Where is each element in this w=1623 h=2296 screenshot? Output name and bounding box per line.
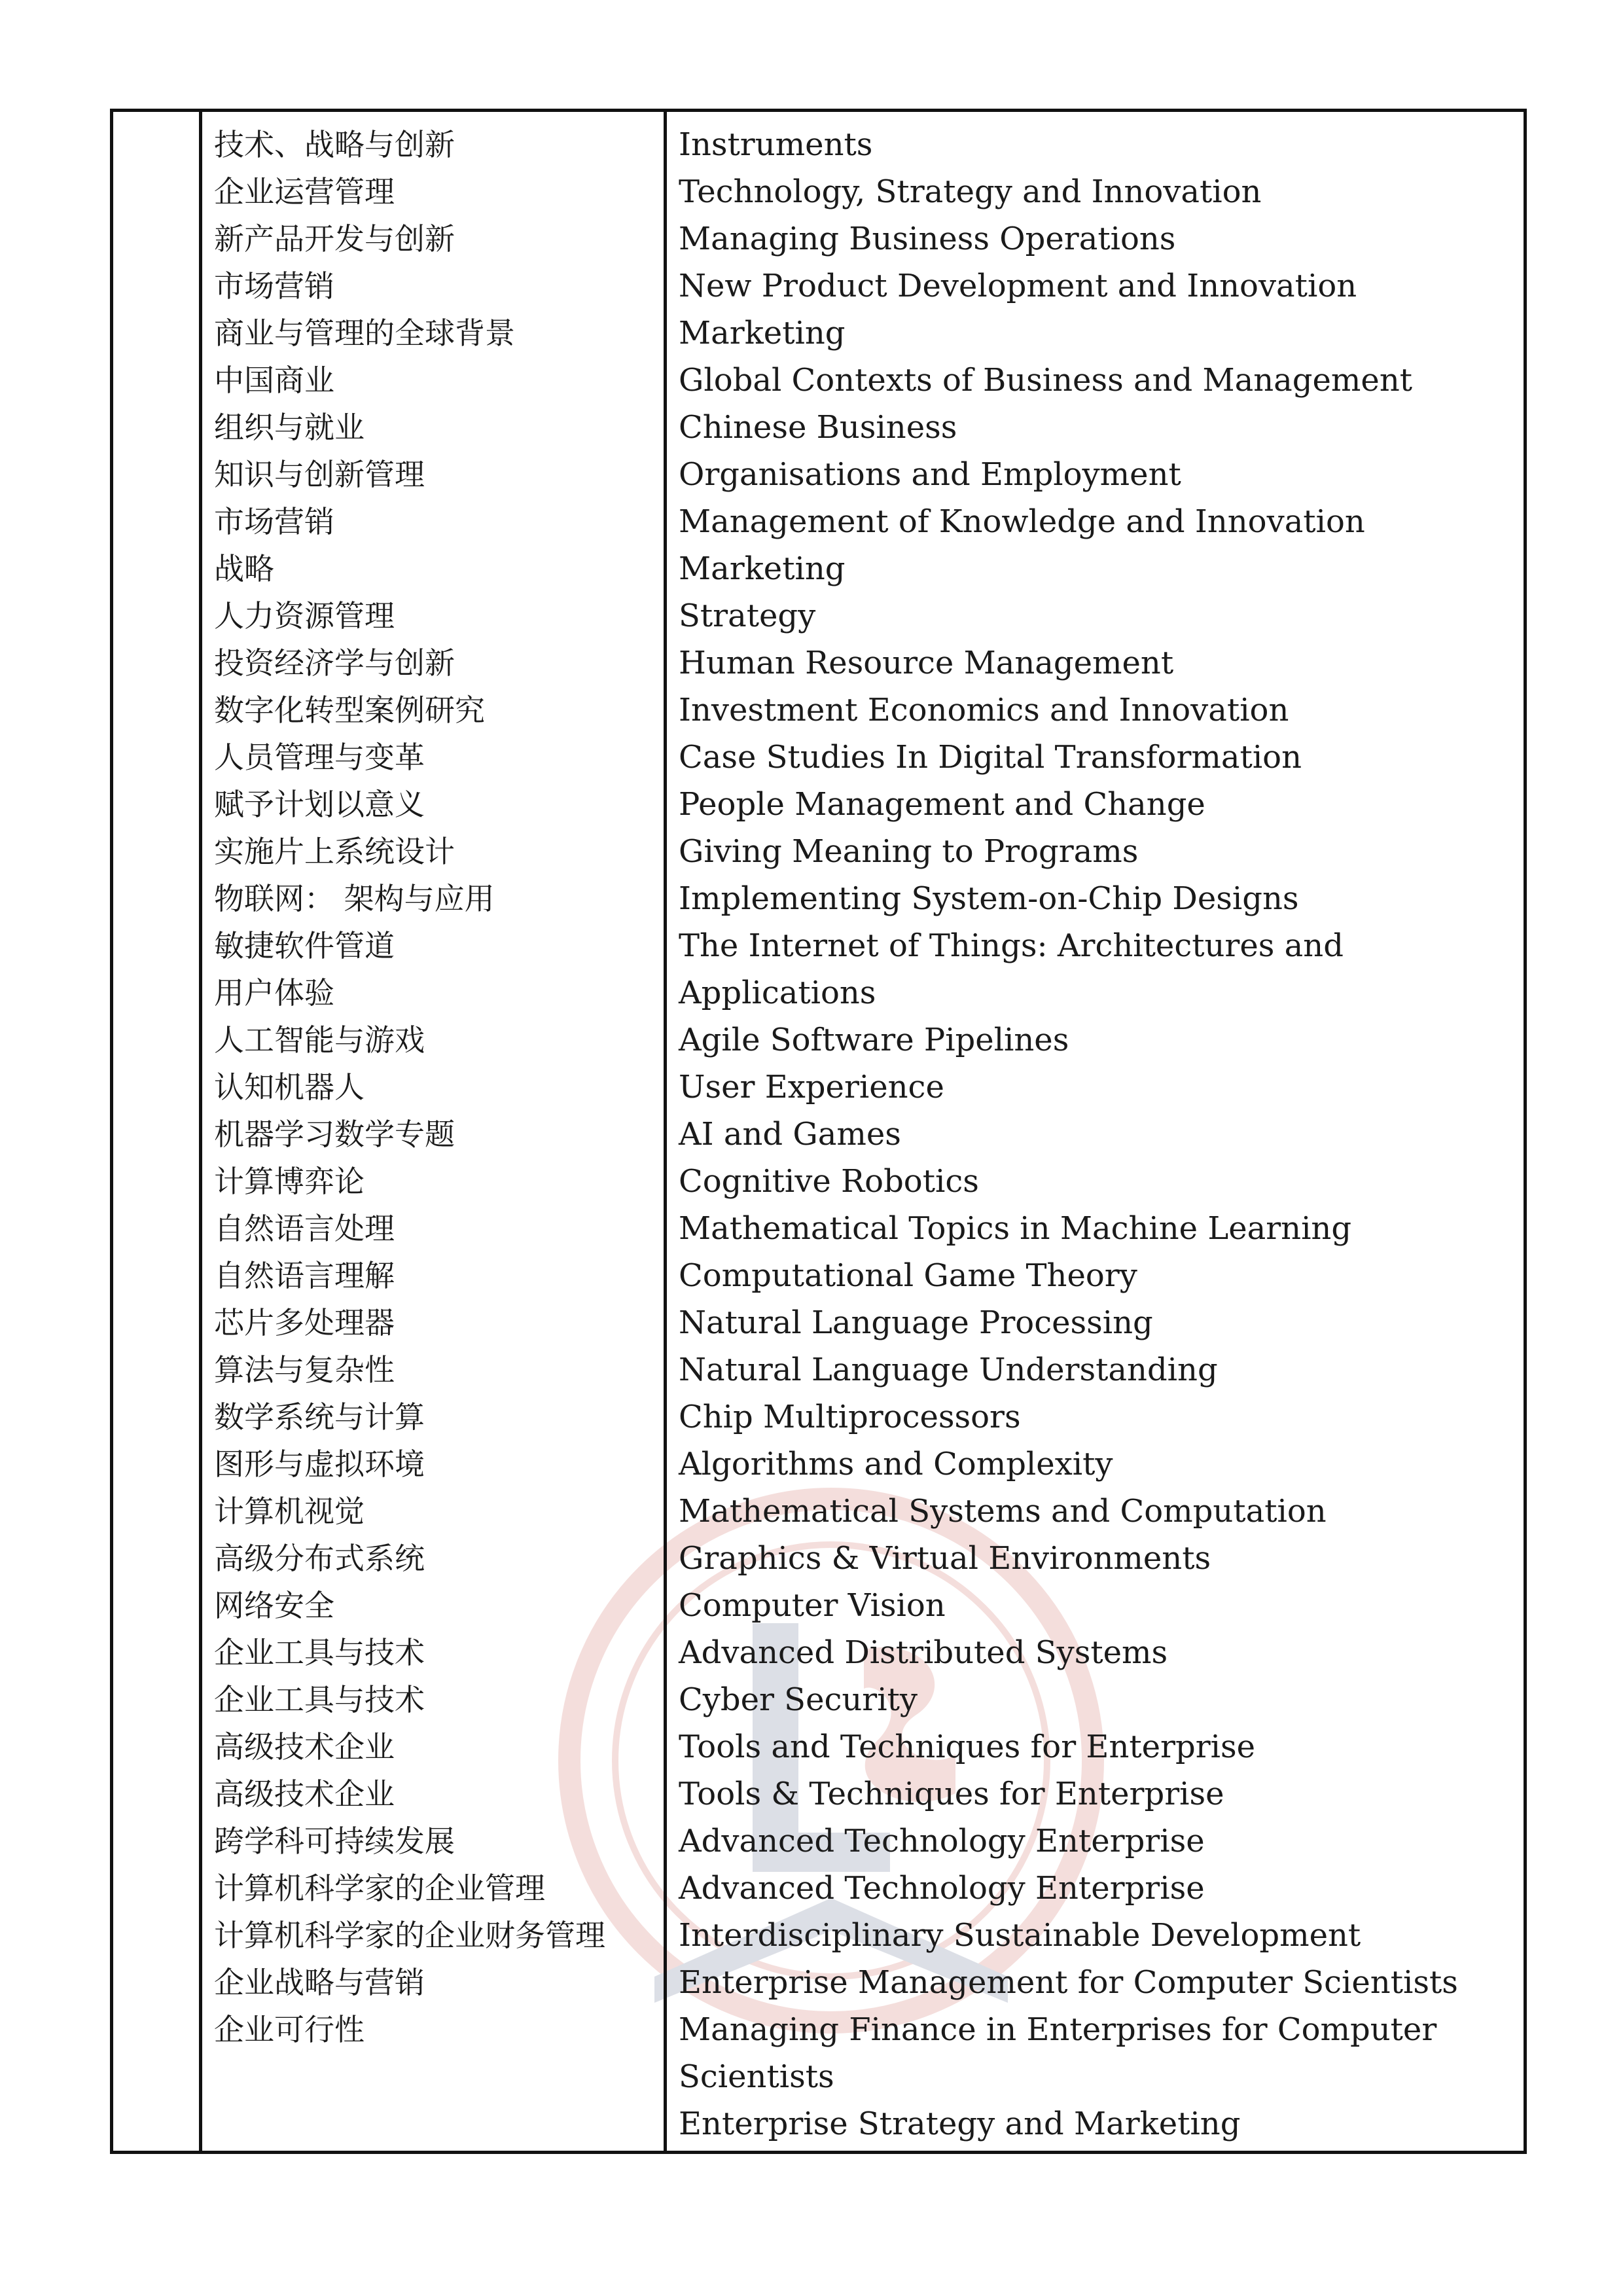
chinese-course-item: 计算博弈论 [214, 1164, 365, 1199]
english-course-item: Investment Economics and Innovation [679, 692, 1289, 728]
english-course-list [667, 112, 1524, 2147]
english-course-item: Natural Language Processing [679, 1304, 1153, 1341]
chinese-course-item: 图形与虚拟环境 [214, 1446, 425, 1482]
chinese-course-item: 市场营销 [214, 268, 334, 304]
chinese-course-list [202, 112, 664, 2053]
chinese-course-item: 数字化转型案例研究 [214, 692, 485, 728]
english-course-item: User Experience [679, 1069, 944, 1105]
chinese-course-item: 赋予计划以意义 [214, 787, 425, 822]
english-course-item: Enterprise Management for Computer Scientists [679, 1964, 1458, 2001]
chinese-course-item: 网络安全 [214, 1588, 334, 1623]
chinese-course-item: 市场营销 [214, 504, 334, 539]
chinese-course-item: 中国商业 [214, 363, 334, 398]
english-course-item: Global Contexts of Business and Management [679, 362, 1413, 399]
chinese-course-item: 技术、战略与创新 [214, 127, 455, 162]
english-course-item: Cyber Security [679, 1681, 918, 1718]
chinese-course-item: 新产品开发与创新 [214, 221, 455, 257]
chinese-course-item: 算法与复杂性 [214, 1352, 395, 1388]
chinese-course-item: 企业可行性 [214, 2012, 365, 2047]
chinese-course-cell [201, 111, 666, 2153]
chinese-course-item: 用户体验 [214, 975, 334, 1011]
chinese-course-item: 企业战略与营销 [214, 1965, 425, 2000]
english-course-item: Agile Software Pipelines [679, 1022, 1069, 1058]
chinese-course-item: 商业与管理的全球背景 [214, 315, 515, 351]
chinese-course-item: 计算机视觉 [214, 1494, 365, 1529]
english-course-item: People Management and Change [679, 786, 1205, 823]
english-course-item: Advanced Technology Enterprise [679, 1823, 1205, 1859]
chinese-course-item: 人员管理与变革 [214, 740, 425, 775]
english-course-item: Giving Meaning to Programs [679, 833, 1139, 870]
chinese-course-item: 投资经济学与创新 [214, 645, 455, 681]
english-course-item: Tools & Techniques for Enterprise [679, 1776, 1224, 1812]
english-course-item: Mathematical Topics in Machine Learning [679, 1210, 1352, 1247]
chinese-course-item: 人工智能与游戏 [214, 1022, 425, 1058]
english-course-item: Computer Vision [679, 1587, 946, 1624]
chinese-course-item: 自然语言处理 [214, 1211, 395, 1246]
english-course-item: Chip Multiprocessors [679, 1399, 1021, 1435]
english-course-item: Tools and Techniques for Enterprise [679, 1729, 1256, 1765]
chinese-course-item: 物联网： 架构与应用 [214, 881, 495, 916]
english-course-item: Marketing [679, 315, 846, 351]
english-course-item: Chinese Business [679, 409, 957, 446]
english-course-item: Algorithms and Complexity [679, 1446, 1113, 1482]
chinese-course-item: 敏捷软件管道 [214, 928, 395, 963]
english-course-item: Advanced Distributed Systems [679, 1634, 1168, 1671]
chinese-course-item: 高级技术企业 [214, 1776, 395, 1812]
chinese-course-item: 机器学习数学专题 [214, 1117, 455, 1152]
chinese-course-item: 知识与创新管理 [214, 457, 425, 492]
english-course-item: Marketing [679, 550, 846, 587]
chinese-course-item: 企业运营管理 [214, 174, 395, 209]
index-column-cell [112, 111, 201, 2153]
chinese-course-item: 企业工具与技术 [214, 1635, 425, 1670]
english-course-item: New Product Development and Innovation [679, 268, 1357, 304]
chinese-course-item: 计算机科学家的企业财务管理 [214, 1918, 605, 1953]
chinese-course-item: 认知机器人 [214, 1069, 365, 1105]
english-course-item: Graphics & Virtual Environments [679, 1540, 1211, 1577]
course-table [110, 109, 1527, 2154]
chinese-course-item: 高级技术企业 [214, 1729, 395, 1765]
english-course-item: Mathematical Systems and Computation [679, 1493, 1327, 1530]
english-course-cell [666, 111, 1525, 2153]
english-course-item: AI and Games [679, 1116, 901, 1153]
english-course-item: Case Studies In Digital Transformation [679, 739, 1302, 776]
english-course-item: Technology, Strategy and Innovation [679, 173, 1262, 210]
english-course-item: Managing Finance in Enterprises for Computer Scientists [679, 2011, 1437, 2095]
chinese-course-item: 自然语言理解 [214, 1258, 395, 1293]
english-course-item: The Internet of Things: Architectures and Applications [679, 927, 1344, 1011]
chinese-course-item: 战略 [214, 551, 274, 586]
english-course-item: Enterprise Strategy and Marketing [679, 2106, 1241, 2142]
chinese-course-item: 高级分布式系统 [214, 1541, 425, 1576]
english-course-item: Computational Game Theory [679, 1257, 1137, 1294]
english-course-item: Managing Business Operations [679, 221, 1176, 257]
chinese-course-item: 芯片多处理器 [214, 1305, 395, 1340]
english-course-item: Strategy [679, 598, 816, 634]
chinese-course-item: 组织与就业 [214, 410, 365, 445]
chinese-course-item: 跨学科可持续发展 [214, 1823, 455, 1859]
chinese-course-item: 实施片上系统设计 [214, 834, 455, 869]
chinese-course-item: 人力资源管理 [214, 598, 395, 634]
english-course-item: Advanced Technology Enterprise [679, 1870, 1205, 1907]
chinese-course-item: 数学系统与计算 [214, 1399, 425, 1435]
english-course-item: Organisations and Employment [679, 456, 1181, 493]
english-course-item: Implementing System-on-Chip Designs [679, 880, 1299, 917]
chinese-course-item: 计算机科学家的企业管理 [214, 1871, 545, 1906]
table-row [112, 111, 1525, 2153]
chinese-course-item: 企业工具与技术 [214, 1682, 425, 1717]
english-course-item: Human Resource Management [679, 645, 1174, 681]
english-course-item: Interdisciplinary Sustainable Development [679, 1917, 1361, 1954]
english-course-item: Natural Language Understanding [679, 1352, 1218, 1388]
english-course-item: Cognitive Robotics [679, 1163, 979, 1200]
english-course-item: Instruments [679, 126, 873, 163]
english-course-item: Management of Knowledge and Innovation [679, 503, 1365, 540]
